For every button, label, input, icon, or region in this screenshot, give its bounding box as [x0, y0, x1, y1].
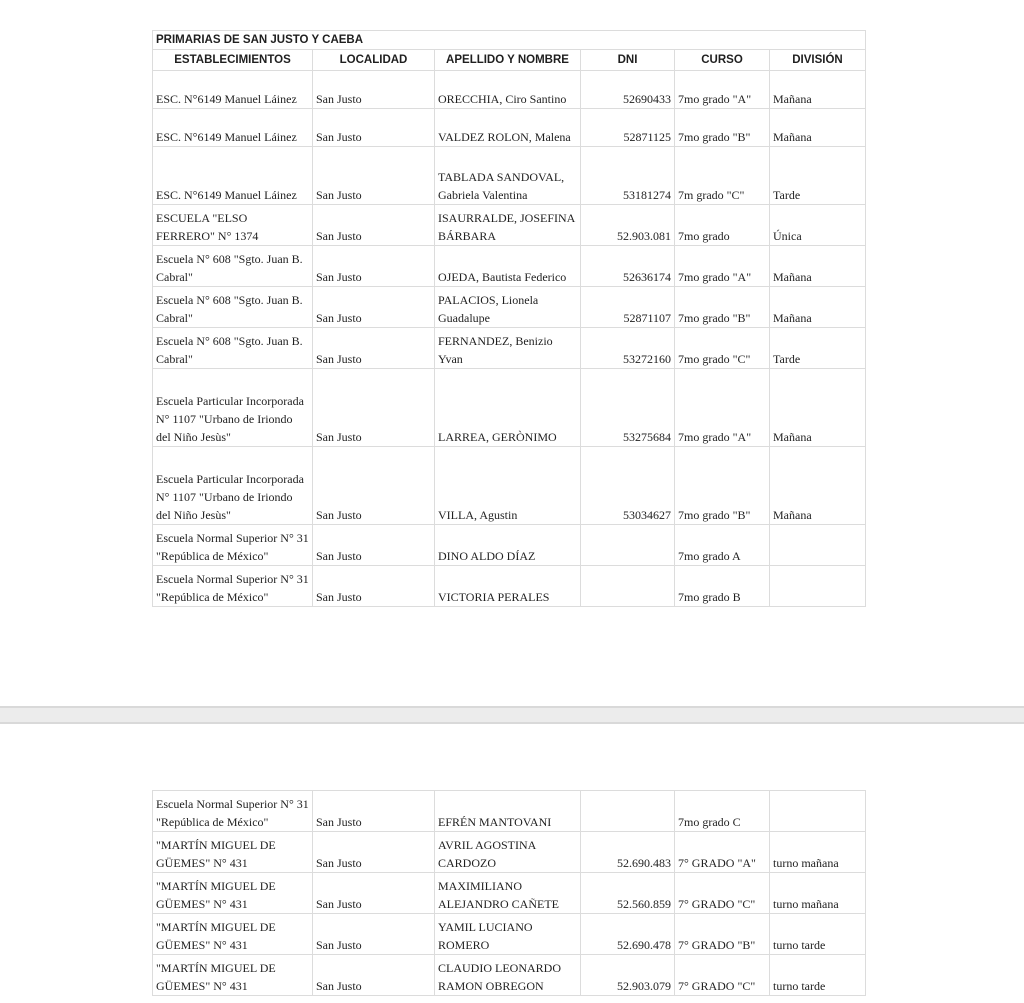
cell-apellido-nombre: DINO ALDO DÍAZ	[435, 525, 581, 566]
cell-curso: 7mo grado "B"	[675, 287, 770, 328]
cell-establecimiento: ESC. N°6149 Manuel Láinez	[153, 147, 313, 205]
cell-establecimiento: ESCUELA "ELSO FERRERO" N° 1374	[153, 205, 313, 246]
cell-localidad: San Justo	[313, 791, 435, 832]
cell-localidad: San Justo	[313, 369, 435, 447]
table-row	[153, 328, 866, 369]
cell-division	[770, 566, 866, 607]
header-curso: CURSO	[675, 50, 770, 71]
cell-division: turno tarde	[770, 955, 866, 996]
table-row	[153, 369, 866, 447]
table-header-row	[153, 50, 866, 71]
cell-curso: 7° GRADO "B"	[675, 914, 770, 955]
cell-division: Mañana	[770, 447, 866, 525]
cell-curso: 7m grado "C"	[675, 147, 770, 205]
cell-establecimiento: Escuela Normal Superior N° 31 "República de México"	[153, 525, 313, 566]
header-apellido-nombre: APELLIDO Y NOMBRE	[435, 50, 581, 71]
cell-division	[770, 791, 866, 832]
cell-division	[770, 525, 866, 566]
cell-localidad: San Justo	[313, 955, 435, 996]
cell-curso: 7mo grado "B"	[675, 447, 770, 525]
cell-dni	[581, 525, 675, 566]
cell-curso: 7mo grado "B"	[675, 109, 770, 147]
table-row	[153, 832, 866, 873]
cell-division: Mañana	[770, 287, 866, 328]
cell-establecimiento: "MARTÍN MIGUEL DE GÜEMES" N° 431	[153, 832, 313, 873]
cell-dni: 52.690.483	[581, 832, 675, 873]
cell-localidad: San Justo	[313, 914, 435, 955]
cell-establecimiento: Escuela N° 608 "Sgto. Juan B. Cabral"	[153, 246, 313, 287]
table-row	[153, 525, 866, 566]
cell-dni: 52871125	[581, 109, 675, 147]
cell-dni: 53034627	[581, 447, 675, 525]
cell-localidad: San Justo	[313, 566, 435, 607]
cell-localidad: San Justo	[313, 447, 435, 525]
table-title-row	[153, 31, 866, 50]
cell-establecimiento: "MARTÍN MIGUEL DE GÜEMES" N° 431	[153, 873, 313, 914]
table-row	[153, 914, 866, 955]
cell-apellido-nombre: EFRÉN MANTOVANI	[435, 791, 581, 832]
cell-division: Tarde	[770, 328, 866, 369]
cell-division: turno mañana	[770, 832, 866, 873]
table-row	[153, 71, 866, 109]
cell-apellido-nombre: VALDEZ ROLON, Malena	[435, 109, 581, 147]
cell-localidad: San Justo	[313, 873, 435, 914]
cell-localidad: San Justo	[313, 832, 435, 873]
cell-dni: 53275684	[581, 369, 675, 447]
cell-division: Mañana	[770, 369, 866, 447]
cell-curso: 7mo grado C	[675, 791, 770, 832]
cell-localidad: San Justo	[313, 147, 435, 205]
cell-dni: 53181274	[581, 147, 675, 205]
cell-apellido-nombre: ORECCHIA, Ciro Santino	[435, 71, 581, 109]
cell-localidad: San Justo	[313, 525, 435, 566]
cell-curso: 7mo grado B	[675, 566, 770, 607]
cell-division: Tarde	[770, 147, 866, 205]
cell-dni: 52871107	[581, 287, 675, 328]
cell-dni: 52.560.859	[581, 873, 675, 914]
cell-establecimiento: "MARTÍN MIGUEL DE GÜEMES" N° 431	[153, 955, 313, 996]
table-row	[153, 287, 866, 328]
cell-curso: 7mo grado A	[675, 525, 770, 566]
document-page-2	[0, 724, 1024, 1003]
cell-curso: 7mo grado "C"	[675, 328, 770, 369]
cell-establecimiento: "MARTÍN MIGUEL DE GÜEMES" N° 431	[153, 914, 313, 955]
table-row	[153, 109, 866, 147]
cell-division: Mañana	[770, 246, 866, 287]
cell-apellido-nombre: MAXIMILIANO ALEJANDRO CAÑETE	[435, 873, 581, 914]
table-row	[153, 566, 866, 607]
cell-apellido-nombre: AVRIL AGOSTINA CARDOZO	[435, 832, 581, 873]
cell-dni	[581, 566, 675, 607]
table-row	[153, 873, 866, 914]
students-table-page-2	[152, 790, 866, 996]
students-table-page-1	[152, 30, 866, 607]
table-row	[153, 147, 866, 205]
cell-division: turno tarde	[770, 914, 866, 955]
cell-apellido-nombre: ISAURRALDE, JOSEFINA BÁRBARA	[435, 205, 581, 246]
table-title: PRIMARIAS DE SAN JUSTO Y CAEBA	[153, 31, 866, 50]
header-dni: DNI	[581, 50, 675, 71]
cell-division: Mañana	[770, 71, 866, 109]
cell-localidad: San Justo	[313, 287, 435, 328]
header-localidad: LOCALIDAD	[313, 50, 435, 71]
cell-curso: 7° GRADO "C"	[675, 873, 770, 914]
cell-curso: 7mo grado	[675, 205, 770, 246]
table-row	[153, 447, 866, 525]
table-row	[153, 246, 866, 287]
cell-division: Mañana	[770, 109, 866, 147]
cell-apellido-nombre: VILLA, Agustin	[435, 447, 581, 525]
cell-localidad: San Justo	[313, 109, 435, 147]
cell-establecimiento: Escuela Normal Superior N° 31 "República de México"	[153, 791, 313, 832]
cell-establecimiento: Escuela Normal Superior N° 31 "República de México"	[153, 566, 313, 607]
cell-dni: 52.903.081	[581, 205, 675, 246]
cell-apellido-nombre: OJEDA, Bautista Federico	[435, 246, 581, 287]
cell-apellido-nombre: LARREA, GERÒNIMO	[435, 369, 581, 447]
cell-dni	[581, 791, 675, 832]
table-row	[153, 955, 866, 996]
cell-curso: 7mo grado "A"	[675, 246, 770, 287]
cell-establecimiento: Escuela Particular Incorporada N° 1107 "Urbano de Iriondo del Niño Jesùs"	[153, 447, 313, 525]
cell-dni: 52.903.079	[581, 955, 675, 996]
cell-curso: 7° GRADO "C"	[675, 955, 770, 996]
cell-apellido-nombre: CLAUDIO LEONARDO RAMON OBREGON	[435, 955, 581, 996]
page-separator	[0, 706, 1024, 724]
cell-establecimiento: ESC. N°6149 Manuel Láinez	[153, 109, 313, 147]
cell-curso: 7mo grado "A"	[675, 71, 770, 109]
cell-establecimiento: ESC. N°6149 Manuel Láinez	[153, 71, 313, 109]
cell-establecimiento: Escuela N° 608 "Sgto. Juan B. Cabral"	[153, 328, 313, 369]
cell-dni: 52636174	[581, 246, 675, 287]
header-division: DIVISIÓN	[770, 50, 866, 71]
cell-apellido-nombre: FERNANDEZ, Benizio Yvan	[435, 328, 581, 369]
header-establecimientos: ESTABLECIMIENTOS	[153, 50, 313, 71]
cell-localidad: San Justo	[313, 328, 435, 369]
cell-curso: 7mo grado "A"	[675, 369, 770, 447]
cell-dni: 52.690.478	[581, 914, 675, 955]
cell-dni: 52690433	[581, 71, 675, 109]
cell-establecimiento: Escuela Particular Incorporada N° 1107 "Urbano de Iriondo del Niño Jesùs"	[153, 369, 313, 447]
cell-apellido-nombre: YAMIL LUCIANO ROMERO	[435, 914, 581, 955]
cell-localidad: San Justo	[313, 71, 435, 109]
table-row	[153, 791, 866, 832]
cell-apellido-nombre: TABLADA SANDOVAL, Gabriela Valentina	[435, 147, 581, 205]
cell-apellido-nombre: PALACIOS, Lionela Guadalupe	[435, 287, 581, 328]
cell-establecimiento: Escuela N° 608 "Sgto. Juan B. Cabral"	[153, 287, 313, 328]
cell-localidad: San Justo	[313, 205, 435, 246]
cell-curso: 7° GRADO "A"	[675, 832, 770, 873]
cell-division: Única	[770, 205, 866, 246]
cell-localidad: San Justo	[313, 246, 435, 287]
table-row	[153, 205, 866, 246]
cell-apellido-nombre: VICTORIA PERALES	[435, 566, 581, 607]
cell-division: turno mañana	[770, 873, 866, 914]
cell-dni: 53272160	[581, 328, 675, 369]
